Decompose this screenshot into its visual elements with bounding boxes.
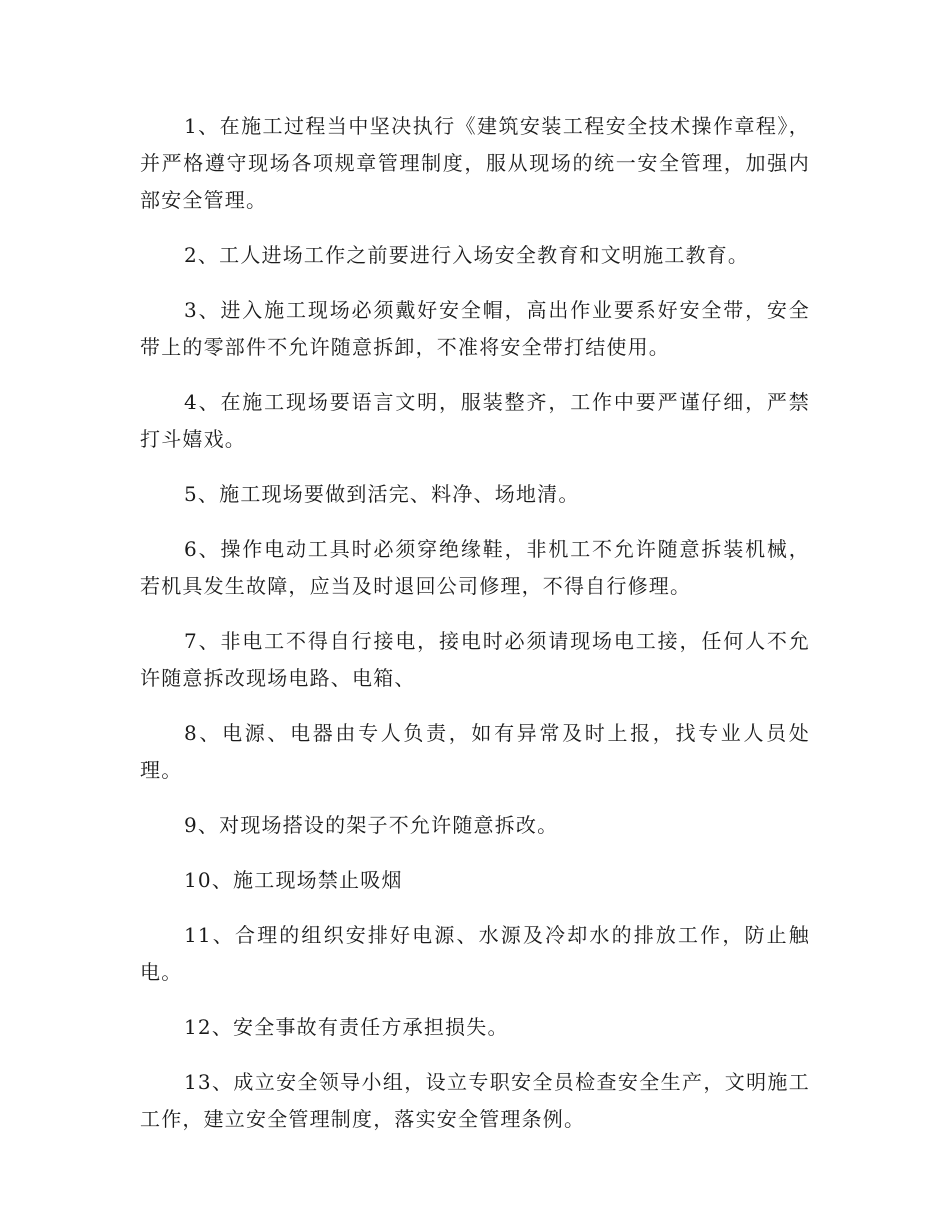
paragraph-3: 3、进入施工现场必须戴好安全帽，高出作业要系好安全带，安全带上的零部件不允许随意拆卸，不准将安全带打结使用。 — [140, 298, 810, 359]
paragraph-11: 11、合理的组织安排好电源、水源及冷却水的排放工作，防止触电。 — [140, 923, 810, 984]
paragraph-5: 5、施工现场要做到活完、料净、场地清。 — [184, 482, 580, 506]
document-body — [140, 108, 810, 1156]
paragraph-1: 1、在施工过程当中坚决执行《建筑安装工程安全技术操作章程》，并严格遵守现场各项规章管理制度，服从现场的统一安全管理，加强内部安全管理。 — [140, 114, 810, 212]
paragraph-4: 4、在施工现场要语言文明，服装整齐，工作中要严谨仔细，严禁打斗嬉戏。 — [140, 390, 810, 451]
paragraph-8: 8、电源、电器由专人负责，如有异常及时上报，找专业人员处理。 — [140, 721, 810, 782]
paragraph-9: 9、对现场搭设的架子不允许随意拆改。 — [184, 813, 559, 837]
paragraph-2: 2、工人进场工作之前要进行入场安全教育和文明施工教育。 — [184, 243, 750, 267]
paragraph-10: 10、施工现场禁止吸烟 — [184, 868, 403, 892]
paragraph-12: 12、安全事故有责任方承担损失。 — [184, 1015, 509, 1039]
paragraph-7: 7、非电工不得自行接电，接电时必须请现场电工接，任何人不允许随意拆改现场电路、电箱、 — [140, 629, 810, 690]
paragraph-13: 13、成立安全领导小组，设立专职安全员检查安全生产，文明施工工作，建立安全管理制度，落实安全管理条例。 — [140, 1070, 810, 1131]
paragraph-6: 6、操作电动工具时必须穿绝缘鞋，非机工不允许随意拆装机械，若机具发生故障，应当及时退回公司修理，不得自行修理。 — [140, 537, 810, 598]
